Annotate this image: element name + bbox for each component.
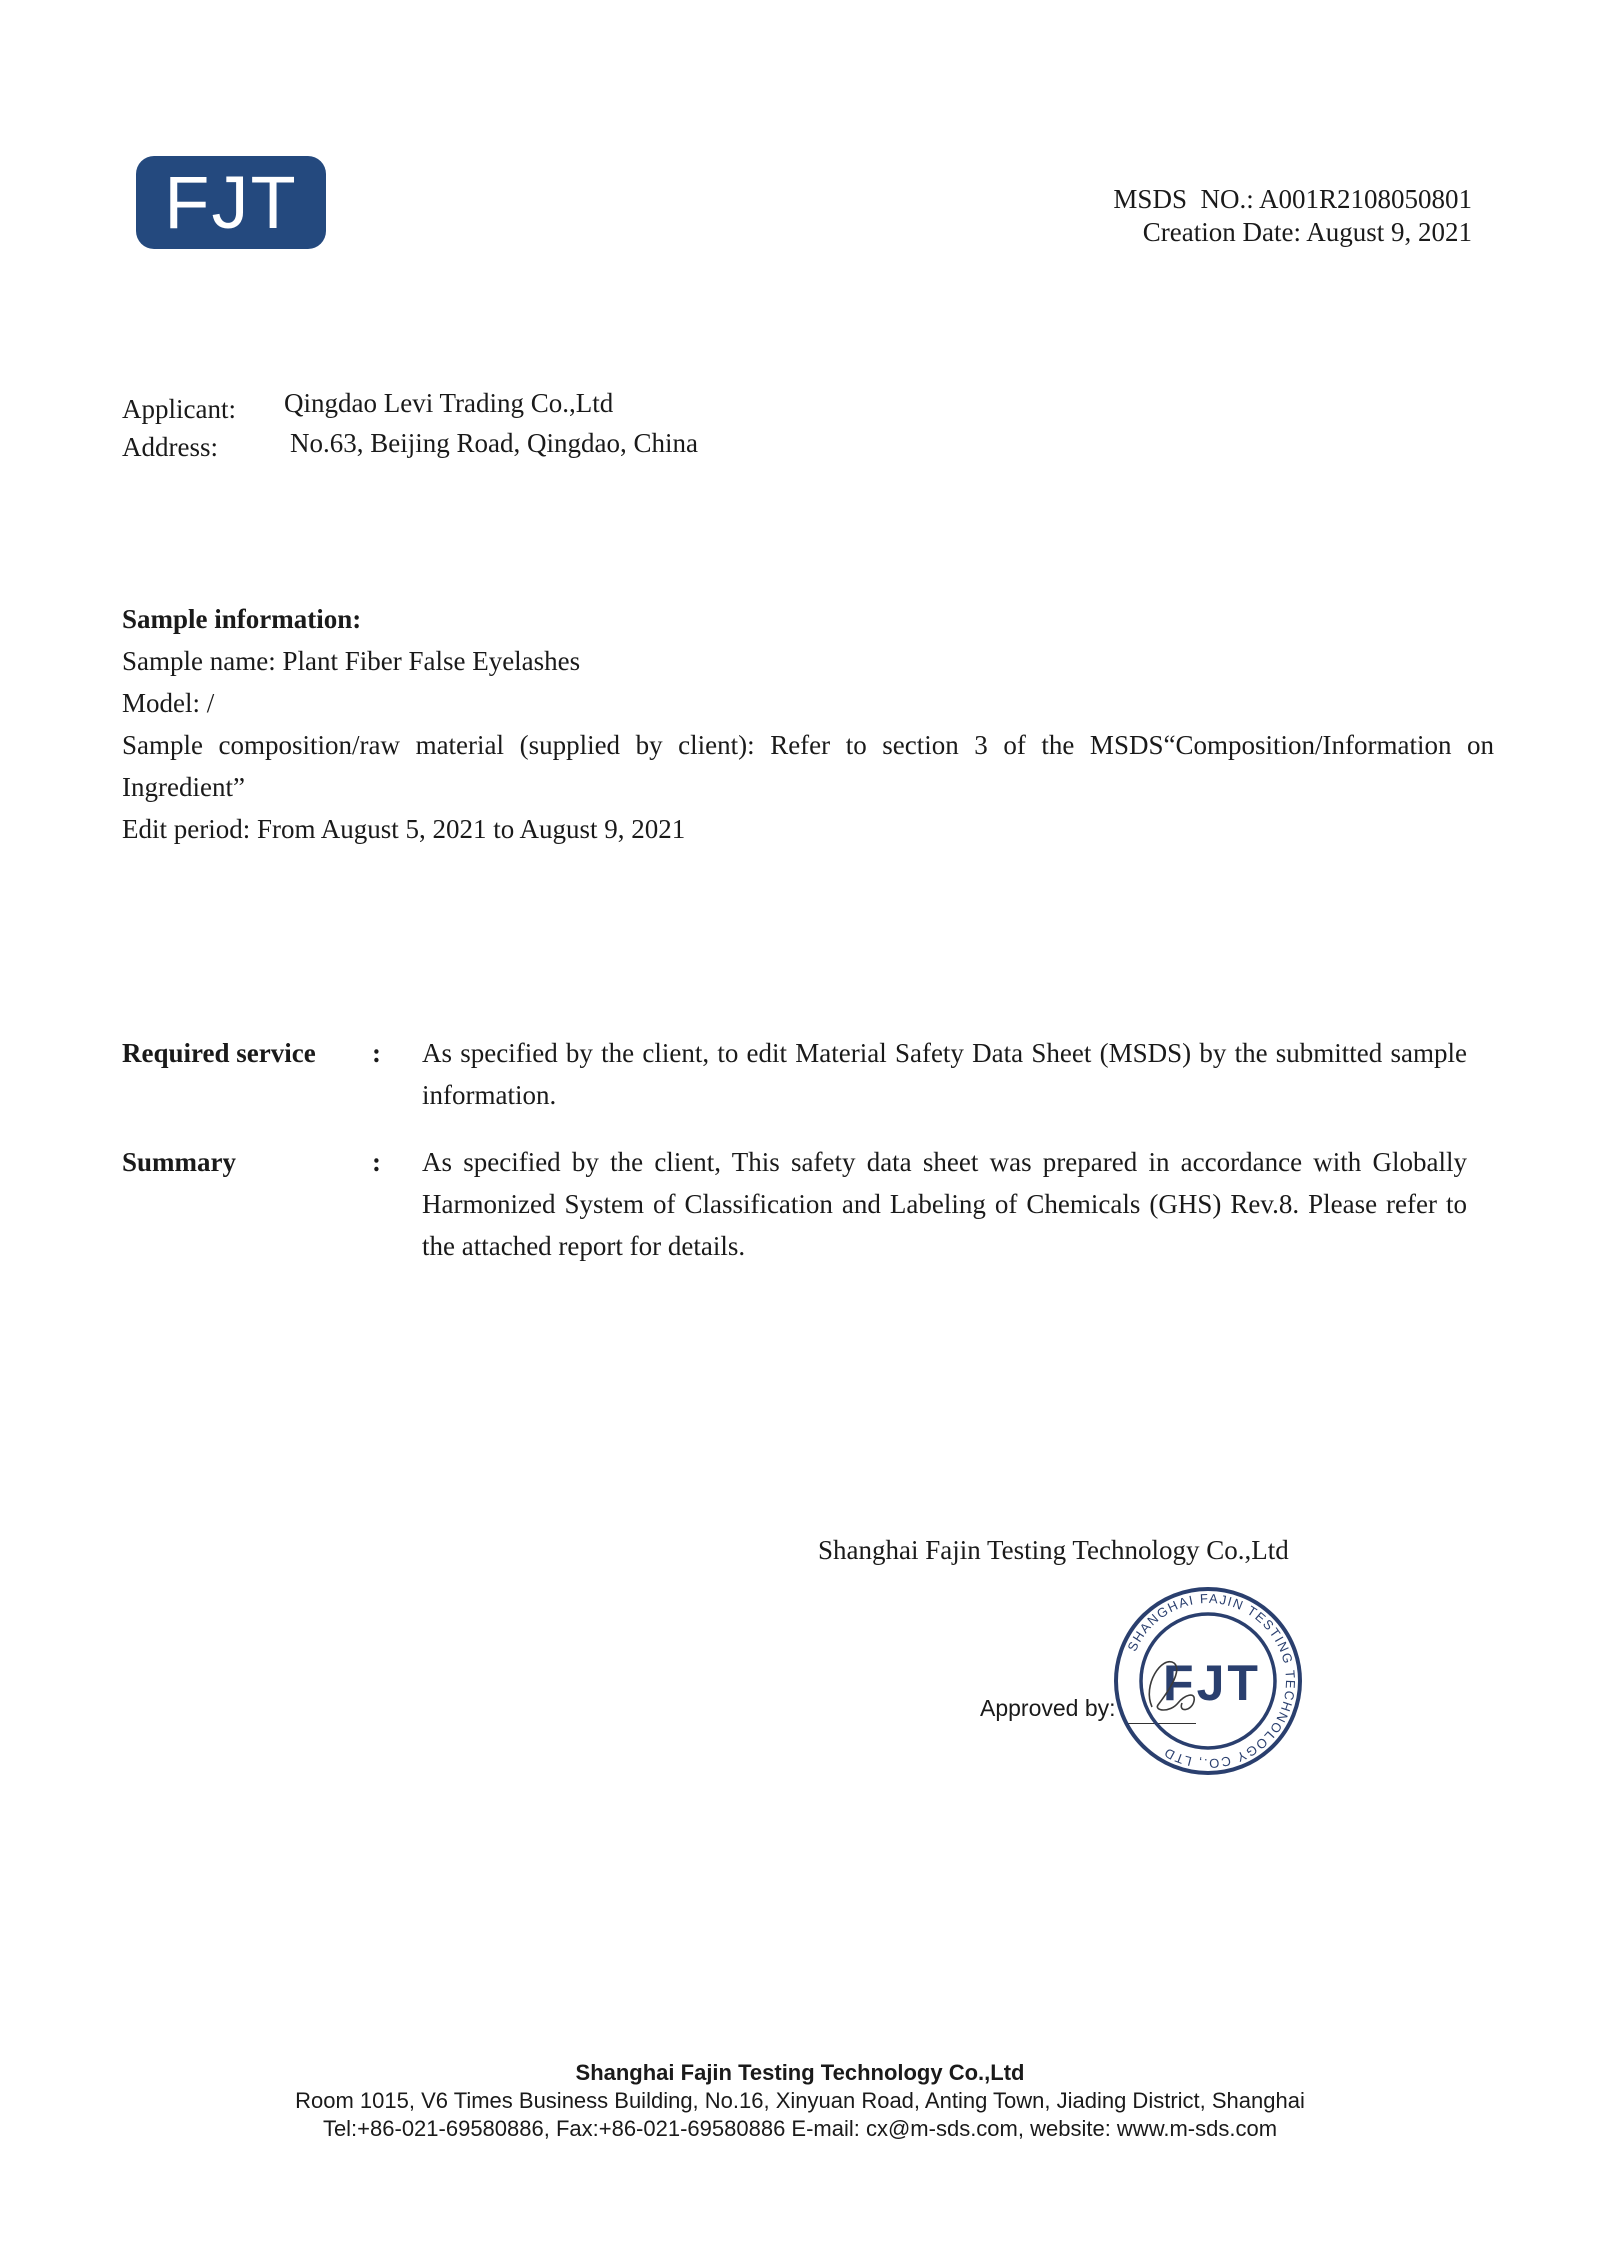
footer-company: Shanghai Fajin Testing Technology Co.,Ltd: [575, 2060, 1025, 2085]
sample-model: Model: /: [122, 688, 215, 718]
summary-label: Summary: [122, 1147, 236, 1177]
sample-information: [122, 598, 1494, 850]
sample-info-heading: Sample information:: [122, 604, 362, 634]
footer-contact: Tel:+86-021-69580886, Fax:+86-021-69580886 E-mail: cx@m-sds.com, website: www.m-sds.com: [322, 2116, 1278, 2141]
logo-text: FJT: [164, 161, 298, 244]
creation-date: [1113, 216, 1472, 249]
footer-address: Room 1015, V6 Times Business Building, No.16, Xinyuan Road, Anting Town, Jiading District, Shanghai: [295, 2088, 1305, 2113]
applicant-value: Qingdao Levi Trading Co.,Ltd: [284, 388, 614, 418]
msds-number-value: A001R2108050801: [1258, 184, 1472, 214]
summary-text: As specified by the client, This safety data sheet was prepared in accordance with Globally Harmonized System of Classification and Labeling of Chemicals (GHS) Rev.8. Please refer to the attached report for details.: [422, 1147, 1467, 1261]
approved-by-label: Approved by:: [980, 1695, 1116, 1721]
document-meta: [1113, 183, 1472, 249]
company-logo: [136, 156, 326, 249]
svg-text:SHANGHAI FAJIN TESTING TECH: SHANGHAI FAJIN TESTING TECHNOLOGY CO., LTD: [1124, 1590, 1299, 1772]
svg-text:FJT: FJT: [1163, 1655, 1261, 1711]
edit-period: Edit period: From August 5, 2021 to August 9, 2021: [122, 814, 686, 844]
msds-number-label: MSDS NO.:: [1113, 184, 1254, 214]
required-service-colon: :: [372, 1038, 381, 1068]
required-service-label: Required service: [122, 1038, 316, 1068]
sample-name: Sample name: Plant Fiber False Eyelashes: [122, 646, 581, 676]
msds-number: [1113, 183, 1472, 216]
address-value: No.63, Beijing Road, Qingdao, China: [290, 428, 698, 458]
sample-composition: Sample composition/raw material (supplied by client): Refer to section 3 of the MSDS“Composition/Information on Ingredient”: [122, 730, 1494, 802]
company-seal-icon: [1112, 1585, 1304, 1777]
creation-date-value: August 9, 2021: [1306, 217, 1472, 247]
address-label: Address:: [122, 432, 218, 462]
creation-date-label: Creation Date:: [1142, 217, 1301, 247]
required-service-text: As specified by the client, to edit Material Safety Data Sheet (MSDS) by the submitted sample information.: [422, 1038, 1467, 1110]
applicant-label: Applicant:: [122, 394, 236, 424]
summary-colon: :: [372, 1147, 381, 1177]
signing-company: Shanghai Fajin Testing Technology Co.,Ltd: [818, 1535, 1289, 1565]
